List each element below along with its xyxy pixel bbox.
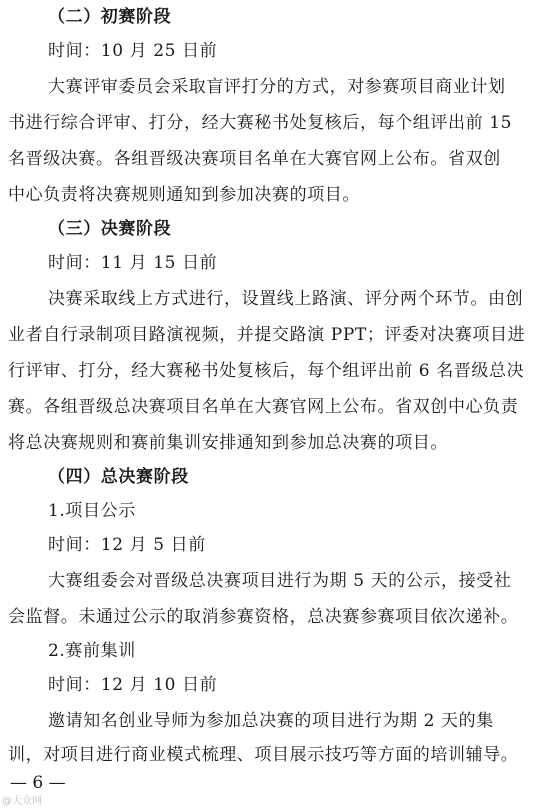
paragraph-line: 行评审、打分，经大赛秘书处复核后，每个组评出前 6 名晋级总决 <box>8 361 525 381</box>
watermark: @大众网 <box>2 796 42 807</box>
paragraph-line: 大赛评审委员会采取盲评打分的方式，对参赛项目商业计划 <box>48 77 506 97</box>
paragraph-line: 会监督。未通过公示的取消参赛资格，总决赛参赛项目依次递补。 <box>8 607 519 627</box>
paragraph-line: 邀请知名创业导师为参加总决赛的项目进行为期 2 天的集 <box>48 711 494 731</box>
paragraph-line: 决赛采取线上方式进行，设置线上路演、评分两个环节。由创 <box>48 289 524 309</box>
subsection-heading-training: 2.赛前集训 <box>48 641 136 661</box>
paragraph-line: 大赛组委会对晋级总决赛项目进行为期 5 天的公示，接受社 <box>48 571 512 591</box>
paragraph-line: 业者自行录制项目路演视频，并提交路演 PPT；评委对决赛项目进 <box>8 325 526 345</box>
paragraph-line: 训，对项目进行商业模式梳理、项目展示技巧等方面的培训辅导。 <box>8 745 519 765</box>
preliminary-time: 时间：10 月 25 日前 <box>48 41 218 61</box>
section-heading-grand-final: （四）总决赛阶段 <box>48 467 189 487</box>
paragraph-line: 书进行综合评审、打分，经大赛秘书处复核后，每个组评出前 15 <box>8 113 513 133</box>
training-time: 时间：12 月 10 日前 <box>48 675 218 695</box>
paragraph-line: 赛。各组晋级总决赛项目名单在大赛官网上公布。省双创中心负责 <box>8 397 519 417</box>
publicity-time: 时间：12 月 5 日前 <box>48 535 206 555</box>
subsection-heading-publicity: 1.项目公示 <box>48 501 136 521</box>
paragraph-line: 将总决赛规则和赛前集训安排通知到参加总决赛的项目。 <box>8 433 448 453</box>
page-number: — 6 — <box>10 773 66 793</box>
section-heading-final: （三）决赛阶段 <box>48 219 172 239</box>
section-heading-preliminary: （二）初赛阶段 <box>48 7 172 27</box>
paragraph-line: 中心负责将决赛规则通知到参加决赛的项目。 <box>8 185 360 205</box>
paragraph-line: 名晋级决赛。各组晋级决赛项目名单在大赛官网上公布。省双创 <box>8 149 501 169</box>
final-time: 时间：11 月 15 日前 <box>48 253 218 273</box>
